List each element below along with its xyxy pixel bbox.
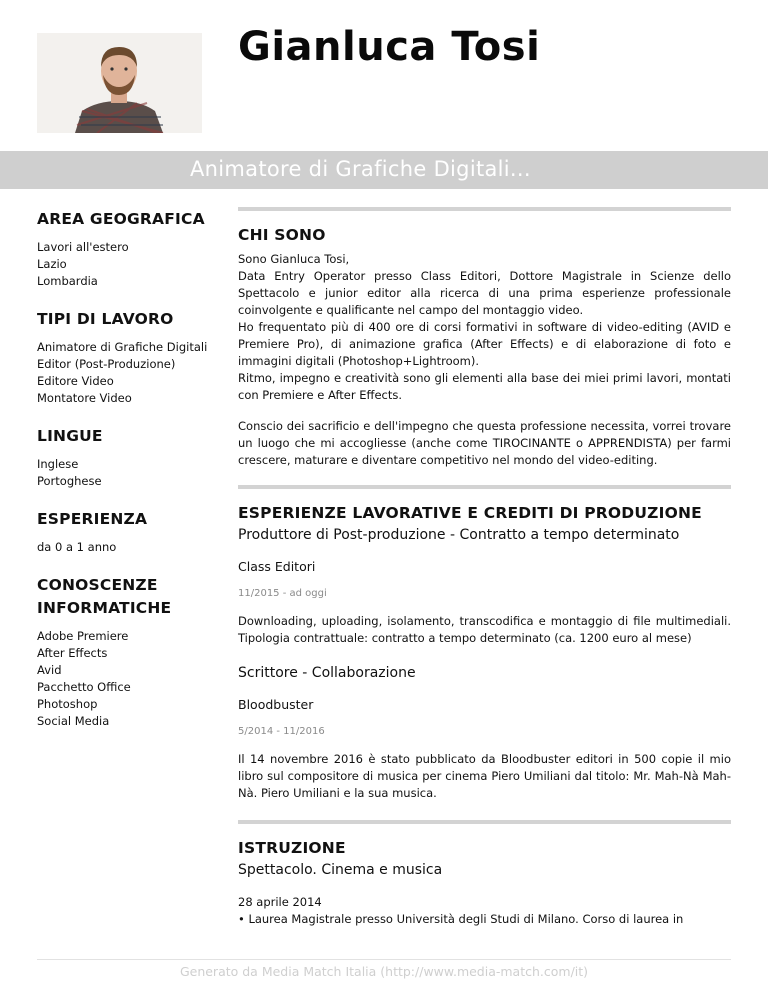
job-role: Produttore di Post-produzione - Contratto a tempo determinato [238,527,680,543]
list-item: Montatore Video [37,391,132,405]
esperienza-section [37,508,217,556]
section-heading: ESPERIENZE LAVORATIVE E CREDITI DI PRODUZIONE [238,504,702,522]
footer-divider [37,959,731,960]
education-description: • Laurea Magistrale presso Università degli Studi di Milano. Corso di laurea in [238,912,684,926]
candidate-name: Gianluca Tosi [238,24,541,70]
profile-photo [37,33,202,133]
job-company: Class Editori [238,559,316,574]
about-paragraph: Conscio dei sacrificio e dell'impegno che questa professione necessita, vorrei trovare un luogo che mi accogliesse (anche come TIROCINANTE o APPRENDISTA) per farmi crescere, maturare e diventare competitivo nel mondo del video-editing. [238,419,731,467]
about-line: Ritmo, impegno e creatività sono gli elementi alla base dei miei primi lavori, montati con Premiere e After Effects. [238,371,731,402]
about-line: Data Entry Operator presso Class Editori, Dottore Magistrale in Scienze dello Spettacolo e junior editor alla ricerca di una prima esperienze professionale coinvolgente e qualificante nel campo del montaggio video. [238,269,731,317]
section-divider [238,820,731,824]
about-line: Ho frequentato più di 400 ore di corsi formativi in software di video-editing (AVID e Premiere Pro), di animazione grafica (After Effects) e di elaborazione di foto e immagini digitali (Photoshop+Lightroom). [238,320,731,368]
section-heading: AREA GEOGRAFICA [37,210,205,228]
education-field: Spettacolo. Cinema e musica [238,862,443,878]
footer-text: Generato da Media Match Italia (http://www.media-match.com/it) [179,964,589,979]
job-company: Bloodbuster [238,697,314,712]
section-divider [238,485,731,489]
list-item: Lavori all'estero [37,240,129,254]
conoscenze-section [37,574,217,730]
portrait-image [37,33,202,133]
job-description: Downloading, uploading, isolamento, transcodifica e montaggio di file multimediali. Tipologia contrattuale: contratto a tempo determinato (ca. 1200 euro al mese) [238,614,731,645]
section-heading: CHI SONO [238,226,326,244]
list-item: Lazio [37,257,67,271]
list-item: Photoshop [37,697,98,711]
job-title-banner [0,151,768,189]
section-heading: ESPERIENZA [37,510,148,528]
tipi-lavoro-section [37,308,217,407]
list-item: Inglese [37,457,79,471]
list-item: Editore Video [37,374,114,388]
area-geografica-section [37,208,217,290]
section-heading: TIPI DI LAVORO [37,310,174,328]
job-title: Animatore di Grafiche Digitali... [190,157,531,181]
list-item: Avid [37,663,62,677]
section-heading: LINGUE [37,427,103,445]
left-column [37,208,217,748]
education-date: 28 aprile 2014 [238,895,322,909]
list-item: Pacchetto Office [37,680,131,694]
section-heading: ISTRUZIONE [238,839,346,857]
list-item: Editor (Post-Produzione) [37,357,176,371]
list-item: After Effects [37,646,108,660]
job-date: 11/2015 - ad oggi [238,588,327,599]
section-divider [238,207,731,211]
section-heading: INFORMATICHE [37,599,172,617]
job-date: 5/2014 - 11/2016 [238,726,325,737]
list-item: Animatore di Grafiche Digitali [37,340,208,354]
job-entry [238,663,731,802]
list-item: Adobe Premiere [37,629,129,643]
job-role: Scrittore - Collaborazione [238,665,416,681]
job-description: Il 14 novembre 2016 è stato pubblicato da Bloodbuster editori in 500 copie il mio libro sul compositore di musica per cinema Piero Umiliani dal titolo: Mr. Mah-Nà Mah-Nà. Piero Umiliani e la sua musica. [238,752,731,800]
list-item: Social Media [37,714,110,728]
job-entry [238,525,731,647]
list-item: da 0 a 1 anno [37,540,117,554]
right-column [238,207,731,928]
list-item: Portoghese [37,474,102,488]
section-heading: CONOSCENZE [37,576,158,594]
lingue-section [37,425,217,490]
about-line: Sono Gianluca Tosi, [238,252,350,266]
list-item: Lombardia [37,274,98,288]
